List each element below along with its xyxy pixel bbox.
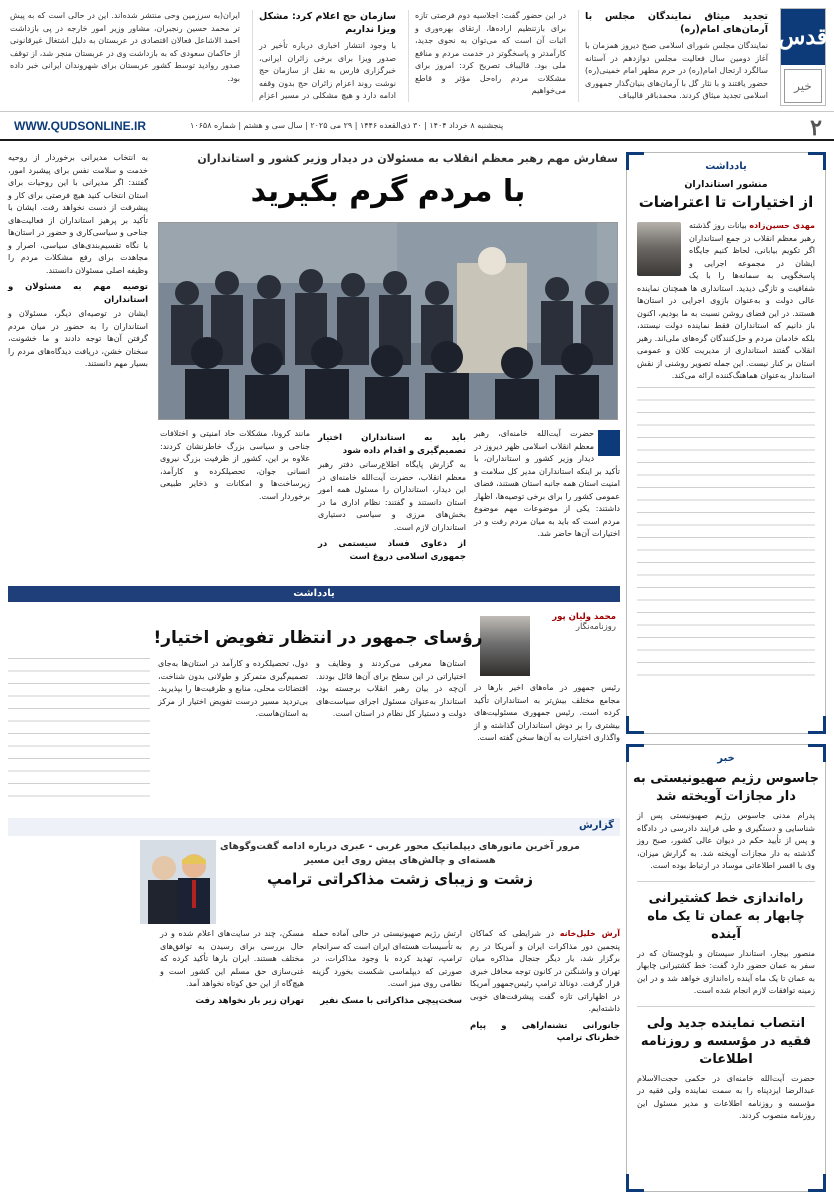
teaser-parliament[interactable] bbox=[578, 10, 774, 102]
report-author: آرش خلیل‌خانه bbox=[559, 929, 621, 938]
sidebar-note-kicker: منشور استانداران bbox=[684, 179, 768, 190]
divider bbox=[637, 1006, 815, 1007]
report-headline[interactable]: زشت و زیبای زشت مذاکراتی ترامپ bbox=[266, 870, 534, 888]
report-text-1: در شرایطی که کماکان پنجمین دور مذاکرات ایران و آمریکا در رم برگزار شد، بار دیگر جنجال مذاکره میان تهران و واشنگتن در کانون توجه محافل خبری قرار گرفت. دونالد ترامپ رئیس‌جمهور آمریکا در اظهاراتی تازه گفت پیشرفت‌های خوبی داشته‌ایم. bbox=[470, 929, 620, 1013]
report-column-2 bbox=[312, 928, 462, 1192]
lead-col-b-subhead: باید به استانداران اختیار تصمیم‌گیری و اقدام داده شود bbox=[318, 433, 466, 456]
lead-col-b-text: به گزارش پایگاه اطلاع‌رسانی دفتر رهبر معظم انقلاب، حضرت آیت‌الله خامنه‌ای در این دیدار، استانداران را مسئول همه امور استان دانستند و گفتند: نظام اداری ما در بخش‌های مرزی و سیاسی دستیاری استانداران لازم است. bbox=[318, 460, 466, 532]
article-column-1 bbox=[474, 682, 620, 836]
news-headline-chabahar[interactable]: راه‌اندازی خط کشتیرانی چابهار به عمان تا یک ماه آینده bbox=[647, 890, 805, 942]
news-headline-ettelaat[interactable]: انتصاب نماینده جدید ولی فقیه در مؤسسه و روزنامه اطلاعات bbox=[640, 1015, 812, 1067]
lead-col-b-subhead-2: از دعاوی فساد سیستمی در جمهوری اسلامی دروغ است bbox=[318, 539, 466, 562]
report-photo[interactable] bbox=[140, 840, 216, 924]
lead-left-text-2: ایشان در توصیه‌ای دیگر، مسئولان و استانداران را به حضور در میان مردم گرفتن آن‌ها توجه دادند و ما خشونت، سخنان خشن، دریافت دیدگاه‌های مردم را بسیار مهم دانستند. bbox=[8, 309, 148, 368]
meeting-photo-illustration bbox=[158, 223, 617, 420]
report-subhead-2: سخت‌پیچی مذاکراتی با مسک نفیر bbox=[320, 995, 462, 1006]
author-role: روزنامه‌نگار bbox=[575, 622, 616, 632]
report-subhead-1: جانورانی تشنه‌اراهی و پیام خطرناک ترامپ bbox=[470, 1020, 620, 1043]
lead-col-a-text: حضرت آیت‌الله خامنه‌ای، رهبر معظم انقلاب اسلامی ظهر دیروز در دیدار وزیر کشور و استانداران، با تأکید بر اینکه استانداران مدیر کل سلامت و امنیت استان همه جانبه استان هستند، فضای عمومی کشور را برای برخی توصیه‌ها، اظهار داشتند: یکی از موضوعات مهم موضوع مردم است که باید به میان مردم رفت و در اختیارات آن‌ها حاضر شد. bbox=[474, 429, 620, 538]
report-tag-label: گزارش bbox=[578, 820, 614, 831]
teaser-hajj-continued[interactable] bbox=[4, 10, 246, 102]
report-section-tag bbox=[8, 818, 620, 836]
report-text-3: مسکن، چند در سایت‌های اعلام شده و در حال بررسی برای رسیدن به توافق‌های مختلف هستند. ایران بارها تأکید کرده که غنی‌سازی حق مسلم این کشور است و هیچ‌گاه از این حق کوتاه نخواهد آمد. bbox=[160, 929, 304, 988]
lead-left-text: به انتخاب مدیرانی برخوردار از روحیه خدمت و سلامت نفس برای پیشبرد امور، گفتند: اگر مدیرانی با این روحیات برای استان انتخاب کنید هیچ فرصتی برای کار و پیشرفت از دست نخواهد رفت. ایشان با تأکید بر پرهیز استانداران از فعالیت‌های جناحی و سیاسی‌کاری و حضور در استان‌ها با نگاه تقسیم‌بندی‌های سیاسی، اصرار و مجاهدت برای رفع مشکلات مردم را وظیفه اصلی مسئولان دانستند. bbox=[8, 153, 148, 275]
teaser-text: در این حضور گفت: اجلاسیه دوم فرصتی تازه برای بازتنظیم اراده‌ها، ارتقای بهره‌وری و اثبات آن است که می‌توان به نحوی جدید، کارآمدتر و پاسخگوتر در خدمت مردم و منافع ملی بود. قالیباف تصریح کرد: امروز برای مشکلات مردم راه‌حل مؤثر و قاطع می‌خواهیم bbox=[415, 11, 566, 95]
sidebar-note-box bbox=[626, 152, 826, 734]
lead-left-subhead: توصیه مهم به مسئولان و استانداران bbox=[8, 282, 148, 305]
lead-left-column bbox=[8, 152, 148, 582]
right-sidebar bbox=[626, 152, 826, 1192]
teaser-parliament-continued[interactable] bbox=[408, 10, 572, 102]
article-text-2: استان‌ها معرفی می‌کردند و وظایف و اختیاراتی در این سطح برای آن‌ها قائل بودند. آن‌چه در بیان رهبر انقلاب برجسته بود، استاندار به‌عنوان مسئول اجرای سیاست‌های دولت و دستیار کل نظام در استان است. bbox=[316, 659, 466, 718]
lead-article bbox=[8, 152, 620, 582]
article-column-3 bbox=[158, 658, 308, 812]
sidebar-note-body bbox=[627, 220, 825, 383]
article-column-4 bbox=[8, 658, 150, 812]
sidebar-news-tag: خبر bbox=[717, 753, 735, 764]
lead-photo[interactable] bbox=[158, 222, 618, 420]
article-author bbox=[530, 612, 616, 632]
teaser-text: ایران(به سرزمین وحی منتشر شده‌اند. این در حالی است که به پیش تر محمد حسین رنجبران، مشاور وزیر امور خارجه در پی بازداشت احمد الاشاعل فعالان اقتصادی در عربستان به دلیل اشتغال غیرقانونی از حاکمان سعودی که به بازداشت وی در عربستان منجر شد، از توقف صدور روادید توسط کشور عربستان برای شهروندان ایرانی خبر داده بود. bbox=[10, 11, 240, 83]
sidebar-note-headline[interactable]: از اختیارات تا اعتراضات bbox=[638, 193, 814, 211]
top-news-strip bbox=[0, 0, 834, 112]
sidebar-note-author: مهدی حسین‌زاده bbox=[749, 221, 815, 230]
report-text-2: ارتش رژیم صهیونیستی در حالی آماده حمله به تأسیسات هسته‌ای ایران است که سرانجام ترامپ، تهدید کرده با وجود مذاکرات، در صورتی که دیپلماسی شکست بخورد گزینه نظامی روی میز است. bbox=[312, 929, 462, 988]
lead-column-b bbox=[318, 428, 466, 582]
lead-kicker: سفارش مهم رهبر معظم انقلاب به مسئولان در دیدار وزیر کشور و استانداران bbox=[197, 152, 618, 165]
logo-brand-text: قدس bbox=[781, 9, 825, 65]
article-text-1: رئیس جمهور در ماه‌های اخیر بارها در مجامع مختلف بیش‌تر به استانداران تأکید کرده است. رئیس جمهوری مسئولیت‌های بیشتری را بر دوش استانداران گذاشته و از واگذاری اختیارات به آن‌ها سخن گفته است. bbox=[474, 683, 620, 742]
author-photo bbox=[637, 222, 681, 276]
page-number: ۲ bbox=[810, 115, 822, 141]
author-name: محمد وليان پور bbox=[552, 612, 616, 622]
teaser-title: تجدید میثاق نمایندگان مجلس با آرمان‌های امام(ره) bbox=[585, 11, 768, 35]
lead-column-c bbox=[160, 428, 310, 582]
sidebar-note-text: بیانات روز گذشته رهبر معظم انقلاب در جمع استانداران اگر تکویم بیابانی، لحاظ کنیم جایگاه ایشان در مجموعه اجرایی و پاسخگویی به سمانه‌ها را با یک شفافیت و تازگی دیدید. استانداری ها همچنان نماینده عالی دولت و به‌عنوان بازوی اجرایی در استان‌ها هستند. در این فضای روشن نسبت به ما بودیم، اکنون باز دانیم که استانداران فقط نماینده دولت نیستند، بلکه خادمان مردم و حل‌کنندگان گره‌های ملی‌اند. رهبر انقلاب گفتند استانداری از مدیریت کلان و عمومی استان بر کنار نیست. این جمله تصویر روشنی از نقش استاندار به‌عنوان هماهنگ‌کننده ارائه می‌کند. bbox=[637, 221, 815, 380]
divider bbox=[637, 881, 815, 882]
lead-headline[interactable]: با مردم گرم بگیرید bbox=[250, 174, 526, 209]
site-url-link[interactable]: WWW.QUDSONLINE.IR bbox=[14, 119, 146, 133]
masthead-logo[interactable] bbox=[780, 8, 826, 106]
teaser-title: سازمان حج اعلام کرد: مشکل ویزا نداریم bbox=[259, 11, 396, 35]
issue-date-info: پنجشنبه ۸ خرداد ۱۴۰۴ | ۳۰ ذی‌القعده ۱۴۴۶ | ۲۹ می ۲۰۲۵ | سال سی و هشتم | شماره ۱۰۶۵۸ bbox=[190, 121, 504, 130]
article-column-2 bbox=[316, 658, 466, 812]
text-body-placeholder bbox=[637, 387, 815, 687]
page-header-bar bbox=[0, 113, 834, 141]
sidebar-news-box bbox=[626, 744, 826, 1192]
text-body-placeholder bbox=[8, 658, 150, 808]
dropcap-mark bbox=[598, 430, 620, 456]
two-leaders-illustration bbox=[140, 840, 216, 924]
article-headline[interactable]: رؤسای جمهور در انتظار تفویض اختیار! bbox=[153, 628, 483, 648]
lead-col-c-text: مانند کرونا، مشکلات حاد امنیتی و اختلافات جناحی و سیاسی بزرگ خاطرنشان کردند: علاوه بر این، کشور از ظرفیت بزرگ نیروی انسانی جوان، تحصیلکرده و کارآمد، زیرساخت‌ها و امکانات و ذخایر طبیعی برخوردار است. bbox=[160, 429, 310, 501]
report-column-1 bbox=[470, 928, 620, 1192]
teaser-hajj[interactable] bbox=[252, 10, 402, 102]
report-subhead-3: تهران زیر بار نخواهد رفت bbox=[195, 995, 304, 1006]
report-kicker: مرور آخرین مانورهای دیپلماتیک محور غربی - عبری درباره ادامه گفت‌وگوهای هسته‌ای و چالش‌های پیش روی این مسیر bbox=[220, 841, 580, 866]
teaser-text: با وجود انتشار اخباری درباره تأخیر در صدور ویزا برای برخی زائران ایرانی، خبرگزاری فارس به نقل از سازمان حج نوشت روند اعزام زائران حج بدون وقفه ادامه دارد و هیچ مشکلی در مسیر اعزام bbox=[259, 41, 396, 100]
logo-sub-label: خیر bbox=[784, 69, 822, 103]
news-text-chabahar: منصور بیجار، استاندار سیستان و بلوچستان که در سفر به عمان حضور دارد گفت: خط کشتیرانی چابهار به عمان تا یک ماه آینده راه‌اندازی خواهد شد و در این زمینه توافقات لازم انجام شده است. bbox=[637, 948, 815, 995]
lead-column-a bbox=[474, 428, 620, 582]
news-headline-spy[interactable]: جاسوس رژیم صهیونیستی به دار مجازات آویخته شد bbox=[633, 771, 819, 804]
article-text-3: دول، تحصیلکرده و کارآمد در استان‌ها به‌جای تصمیم‌گیری متمرکز و طولانی بدون شناخت، اقتضائات محلی، منابع و ظرفیت‌ها را بپذیرید. بی‌تردید مسیر درست تفویض اختیار از مرکز به استان‌هاست. bbox=[158, 659, 308, 718]
article-opinion bbox=[8, 606, 620, 816]
news-text-ettelaat: حضرت آیت‌الله خامنه‌ای در حکمی حجت‌الاسلام عبدالرضا ایزدپناه را به سمت نماینده ولی فقیه در مؤسسه و روزنامه اطلاعات و مدیر مسئول این روزنامه منصوب کردند. bbox=[637, 1073, 815, 1120]
report-column-3 bbox=[160, 928, 304, 1192]
teaser-text: نمایندگان مجلس شورای اسلامی صبح دیروز همزمان با آغاز دومین سال فعالیت مجلس دوازدهم در آستانه سالگرد ارتحال امام(ره) در حرم مطهر امام خمینی(ره) حضور یافتند و با نثار گل با آرمان‌های بنیان‌گذار جمهوری اسلامی تجدید میثاق کردند. محمدباقر قالیباف bbox=[585, 41, 768, 100]
sidebar-note-tag: یادداشت bbox=[705, 161, 747, 172]
note-section-bar: یادداشت bbox=[8, 586, 620, 602]
news-text-spy: پدرام مدنی جاسوس رژیم صهیونیستی پس از شناسایی و دستگیری و طی فرایند دادرسی در دادگاه و پس از تأیید حکم در دیوان عالی کشور، صبح روز گذشته به دار مجازات آویخته شد. به گزارش میزان، وی با افسر اطلاعاتی موساد در ارتباط بوده است. bbox=[637, 811, 815, 870]
sidebar-note-continuation bbox=[627, 387, 825, 687]
